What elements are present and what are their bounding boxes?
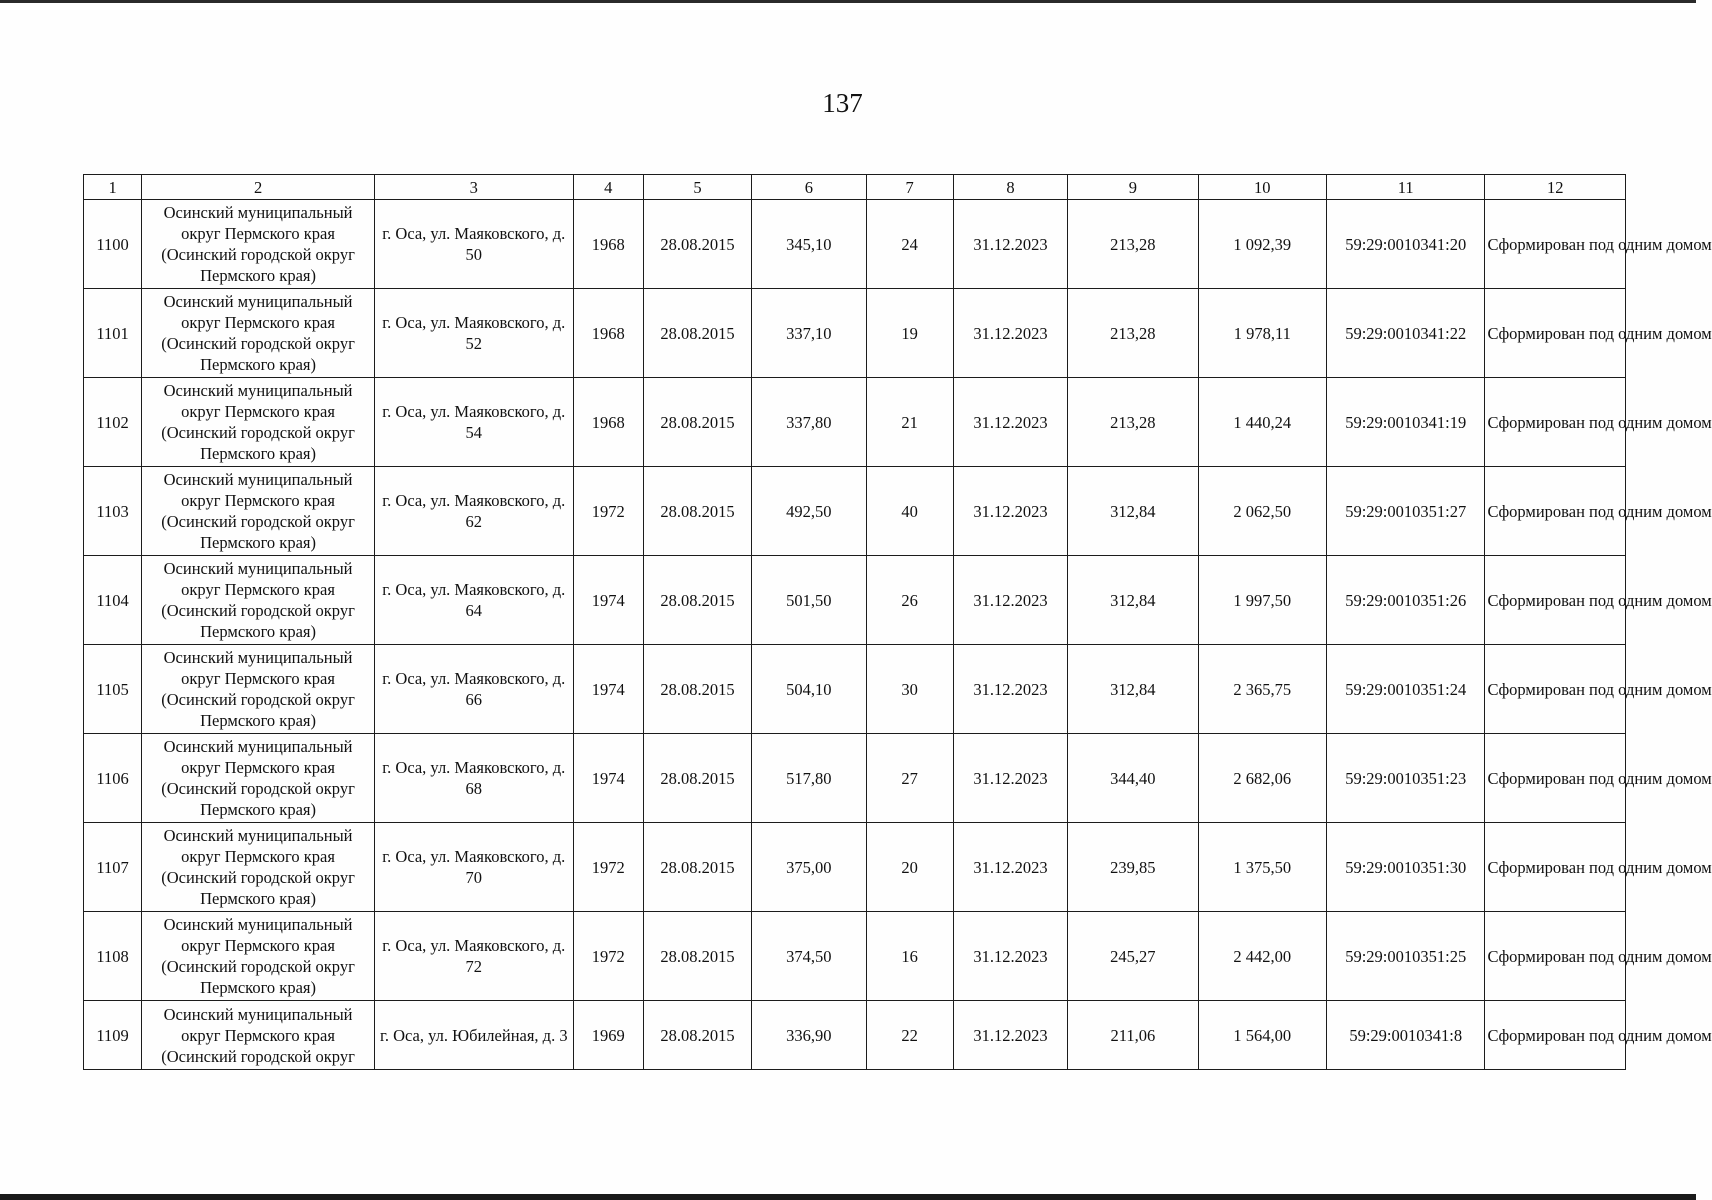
area-cell: 517,80 — [752, 734, 866, 823]
count-cell: 24 — [866, 200, 953, 289]
status-cell: Сформирован под одним домом — [1485, 912, 1626, 1001]
build-year-cell: 1974 — [573, 734, 643, 823]
date-cell: 28.08.2015 — [643, 645, 751, 734]
area-cell: 336,90 — [752, 1001, 866, 1070]
address-cell: г. Оса, ул. Маяковского, д. 54 — [374, 378, 573, 467]
value-cell: 239,85 — [1068, 823, 1198, 912]
value-cell: 2 442,00 — [1198, 912, 1326, 1001]
address-cell: г. Оса, ул. Маяковского, д. 66 — [374, 645, 573, 734]
cadastral-number-cell: 59:29:0010351:23 — [1326, 734, 1485, 823]
build-year-cell: 1968 — [573, 378, 643, 467]
date-cell: 28.08.2015 — [643, 378, 751, 467]
count-cell: 30 — [866, 645, 953, 734]
area-cell: 492,50 — [752, 467, 866, 556]
table-row — [84, 467, 1626, 556]
deadline-cell: 31.12.2023 — [953, 734, 1067, 823]
build-year-cell: 1974 — [573, 556, 643, 645]
value-cell: 211,06 — [1068, 1001, 1198, 1070]
build-year-cell: 1968 — [573, 200, 643, 289]
row-number-cell: 1109 — [84, 1001, 142, 1070]
value-cell: 312,84 — [1068, 556, 1198, 645]
deadline-cell: 31.12.2023 — [953, 200, 1067, 289]
table-row — [84, 823, 1626, 912]
deadline-cell: 31.12.2023 — [953, 467, 1067, 556]
build-year-cell: 1974 — [573, 645, 643, 734]
date-cell: 28.08.2015 — [643, 1001, 751, 1070]
date-cell: 28.08.2015 — [643, 734, 751, 823]
row-number-cell: 1102 — [84, 378, 142, 467]
column-number: 5 — [643, 175, 751, 200]
table-row — [84, 289, 1626, 378]
table-row — [84, 912, 1626, 1001]
column-number: 4 — [573, 175, 643, 200]
table-row — [84, 378, 1626, 467]
municipality-cell: Осинский муниципальный округ Пермского края (Осинский городской округ Пермского края) — [142, 467, 375, 556]
value-cell: 1 997,50 — [1198, 556, 1326, 645]
build-year-cell: 1972 — [573, 467, 643, 556]
column-number: 2 — [142, 175, 375, 200]
cadastral-number-cell: 59:29:0010341:22 — [1326, 289, 1485, 378]
status-cell: Сформирован под одним домом — [1485, 823, 1626, 912]
cadastral-number-cell: 59:29:0010351:24 — [1326, 645, 1485, 734]
count-cell: 26 — [866, 556, 953, 645]
municipality-cell: Осинский муниципальный округ Пермского края (Осинский городской округ Пермского края) — [142, 734, 375, 823]
municipality-cell: Осинский муниципальный округ Пермского края (Осинский городской округ Пермского края) — [142, 556, 375, 645]
address-cell: г. Оса, ул. Юбилейная, д. 3 — [374, 1001, 573, 1070]
value-cell: 213,28 — [1068, 200, 1198, 289]
value-cell: 2 062,50 — [1198, 467, 1326, 556]
value-cell: 1 564,00 — [1198, 1001, 1326, 1070]
row-number-cell: 1103 — [84, 467, 142, 556]
table-row — [84, 645, 1626, 734]
date-cell: 28.08.2015 — [643, 289, 751, 378]
cadastral-number-cell: 59:29:0010341:20 — [1326, 200, 1485, 289]
column-number: 7 — [866, 175, 953, 200]
status-cell: Сформирован под одним домом — [1485, 467, 1626, 556]
column-number-row — [84, 175, 1626, 200]
column-number: 10 — [1198, 175, 1326, 200]
value-cell: 213,28 — [1068, 289, 1198, 378]
date-cell: 28.08.2015 — [643, 556, 751, 645]
status-cell: Сформирован под одним домом — [1485, 1001, 1626, 1070]
column-number: 12 — [1485, 175, 1626, 200]
column-number: 9 — [1068, 175, 1198, 200]
date-cell: 28.08.2015 — [643, 467, 751, 556]
value-cell: 312,84 — [1068, 645, 1198, 734]
page-number: 137 — [822, 88, 863, 118]
value-cell: 312,84 — [1068, 467, 1198, 556]
municipality-cell: Осинский муниципальный округ Пермского края (Осинский городской округ Пермского края) — [142, 912, 375, 1001]
row-number-cell: 1101 — [84, 289, 142, 378]
deadline-cell: 31.12.2023 — [953, 1001, 1067, 1070]
row-number-cell: 1100 — [84, 200, 142, 289]
count-cell: 19 — [866, 289, 953, 378]
address-cell: г. Оса, ул. Маяковского, д. 64 — [374, 556, 573, 645]
column-number: 8 — [953, 175, 1067, 200]
status-cell: Сформирован под одним домом — [1485, 378, 1626, 467]
deadline-cell: 31.12.2023 — [953, 823, 1067, 912]
cadastral-number-cell: 59:29:0010341:8 — [1326, 1001, 1485, 1070]
address-cell: г. Оса, ул. Маяковского, д. 50 — [374, 200, 573, 289]
address-cell: г. Оса, ул. Маяковского, д. 52 — [374, 289, 573, 378]
status-cell: Сформирован под одним домом — [1485, 200, 1626, 289]
row-number-cell: 1108 — [84, 912, 142, 1001]
table-row — [84, 1001, 1626, 1070]
cadastral-number-cell: 59:29:0010351:25 — [1326, 912, 1485, 1001]
area-cell: 504,10 — [752, 645, 866, 734]
table-row — [84, 556, 1626, 645]
municipality-cell: Осинский муниципальный округ Пермского края (Осинский городской округ Пермского края) — [142, 823, 375, 912]
status-cell: Сформирован под одним домом — [1485, 645, 1626, 734]
scan-border-bottom — [0, 1194, 1696, 1200]
row-number-cell: 1105 — [84, 645, 142, 734]
date-cell: 28.08.2015 — [643, 823, 751, 912]
column-number: 6 — [752, 175, 866, 200]
column-number: 1 — [84, 175, 142, 200]
value-cell: 1 375,50 — [1198, 823, 1326, 912]
status-cell: Сформирован под одним домом — [1485, 289, 1626, 378]
value-cell: 2 682,06 — [1198, 734, 1326, 823]
deadline-cell: 31.12.2023 — [953, 645, 1067, 734]
value-cell: 344,40 — [1068, 734, 1198, 823]
area-cell: 501,50 — [752, 556, 866, 645]
municipality-cell: Осинский муниципальный округ Пермского края (Осинский городской округ Пермского края) — [142, 200, 375, 289]
value-cell: 2 365,75 — [1198, 645, 1326, 734]
table-row — [84, 734, 1626, 823]
area-cell: 374,50 — [752, 912, 866, 1001]
deadline-cell: 31.12.2023 — [953, 556, 1067, 645]
cadastral-number-cell: 59:29:0010351:27 — [1326, 467, 1485, 556]
count-cell: 40 — [866, 467, 953, 556]
deadline-cell: 31.12.2023 — [953, 378, 1067, 467]
date-cell: 28.08.2015 — [643, 200, 751, 289]
row-number-cell: 1104 — [84, 556, 142, 645]
deadline-cell: 31.12.2023 — [953, 289, 1067, 378]
value-cell: 245,27 — [1068, 912, 1198, 1001]
value-cell: 1 092,39 — [1198, 200, 1326, 289]
table-row — [84, 200, 1626, 289]
deadline-cell: 31.12.2023 — [953, 912, 1067, 1001]
scan-border-top — [0, 0, 1696, 3]
column-number: 11 — [1326, 175, 1485, 200]
row-number-cell: 1107 — [84, 823, 142, 912]
cadastral-number-cell: 59:29:0010341:19 — [1326, 378, 1485, 467]
municipality-cell: Осинский муниципальный округ Пермского края (Осинский городской округ — [142, 1001, 375, 1070]
date-cell: 28.08.2015 — [643, 912, 751, 1001]
value-cell: 213,28 — [1068, 378, 1198, 467]
cadastral-number-cell: 59:29:0010351:30 — [1326, 823, 1485, 912]
area-cell: 345,10 — [752, 200, 866, 289]
address-cell: г. Оса, ул. Маяковского, д. 70 — [374, 823, 573, 912]
column-number: 3 — [374, 175, 573, 200]
area-cell: 337,80 — [752, 378, 866, 467]
municipality-cell: Осинский муниципальный округ Пермского края (Осинский городской округ Пермского края) — [142, 645, 375, 734]
municipality-cell: Осинский муниципальный округ Пермского края (Осинский городской округ Пермского края) — [142, 378, 375, 467]
address-cell: г. Оса, ул. Маяковского, д. 72 — [374, 912, 573, 1001]
cadastral-number-cell: 59:29:0010351:26 — [1326, 556, 1485, 645]
row-number-cell: 1106 — [84, 734, 142, 823]
address-cell: г. Оса, ул. Маяковского, д. 62 — [374, 467, 573, 556]
build-year-cell: 1972 — [573, 823, 643, 912]
count-cell: 20 — [866, 823, 953, 912]
area-cell: 375,00 — [752, 823, 866, 912]
status-cell: Сформирован под одним домом — [1485, 556, 1626, 645]
area-cell: 337,10 — [752, 289, 866, 378]
address-cell: г. Оса, ул. Маяковского, д. 68 — [374, 734, 573, 823]
count-cell: 22 — [866, 1001, 953, 1070]
table-body — [84, 175, 1712, 1070]
count-cell: 27 — [866, 734, 953, 823]
status-cell: Сформирован под одним домом — [1485, 734, 1626, 823]
build-year-cell: 1972 — [573, 912, 643, 1001]
municipality-cell: Осинский муниципальный округ Пермского края (Осинский городской округ Пермского края) — [142, 289, 375, 378]
build-year-cell: 1969 — [573, 1001, 643, 1070]
build-year-cell: 1968 — [573, 289, 643, 378]
count-cell: 21 — [866, 378, 953, 467]
housing-registry-table — [83, 174, 1712, 1070]
count-cell: 16 — [866, 912, 953, 1001]
value-cell: 1 440,24 — [1198, 378, 1326, 467]
value-cell: 1 978,11 — [1198, 289, 1326, 378]
